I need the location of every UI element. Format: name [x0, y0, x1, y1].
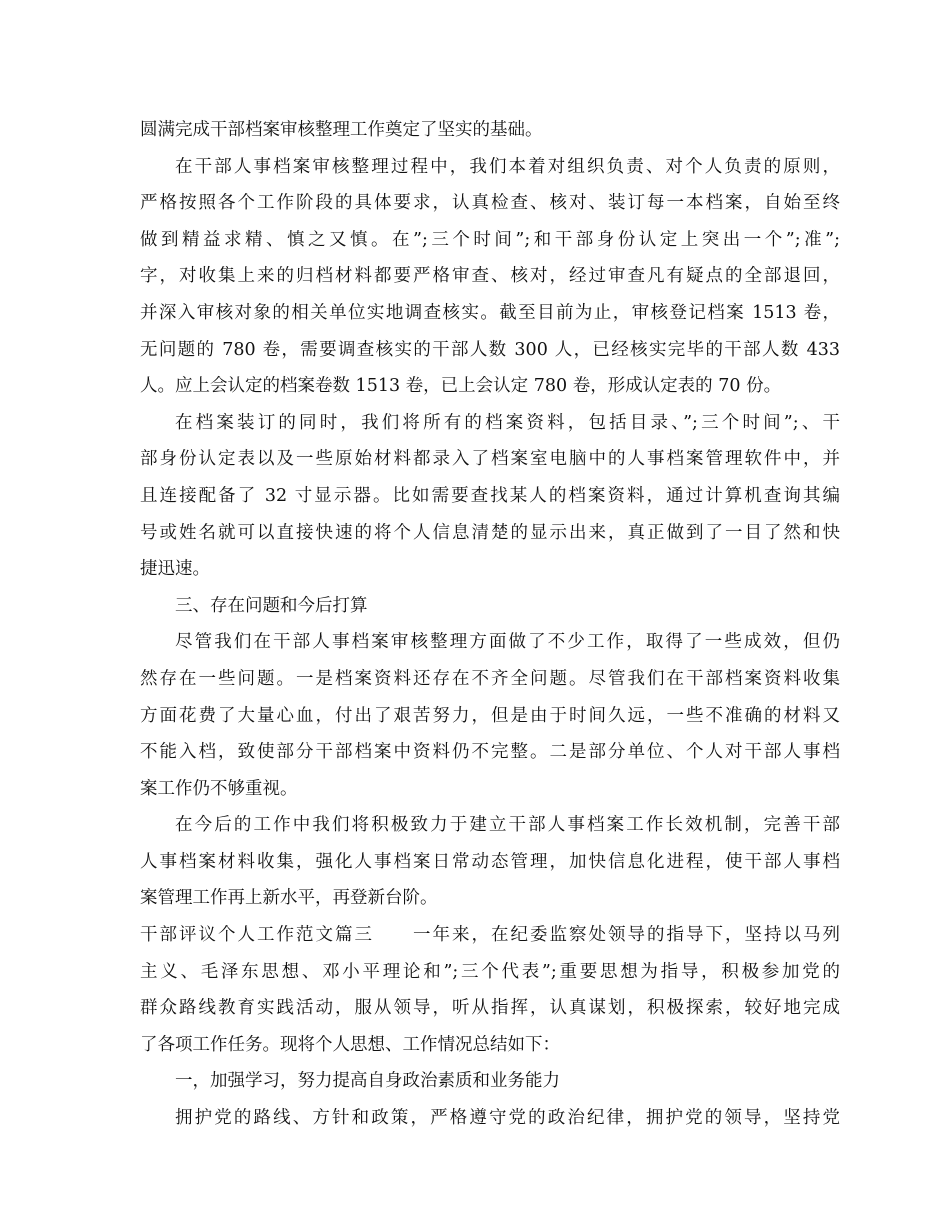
text-line: 然存在一些问题。一是档案资料还存在不齐全问题。尽管我们在干部档案资料收集: [140, 668, 840, 689]
text-line: 做到精益求精、慎之又慎。在”;三个时间”;和干部身份认定上突出一个”;准”;: [140, 229, 840, 250]
text-line: 在档案装订的同时，我们将所有的档案资料，包括目录、”;三个时间”;、干: [175, 412, 840, 433]
text-line: 人事档案材料收集，强化人事档案日常动态管理，加快信息化进程，使干部人事档: [140, 851, 840, 872]
document-body: [140, 112, 840, 1137]
text-line: 主义、毛泽东思想、邓小平理论和”;三个代表”;重要思想为指导，积极参加党的: [140, 961, 840, 982]
text-line: 一，加强学习，努力提高自身政治素质和业务能力: [175, 1071, 560, 1092]
text-line: 捷迅速。: [140, 559, 210, 580]
text-line: 了各项工作任务。现将个人思想、工作情况总结如下：: [140, 1034, 560, 1055]
text-line: 无问题的 780 卷，需要调查核实的干部人数 300 人，已经核实完毕的干部人数 433: [140, 339, 840, 360]
text-line: 严格按照各个工作阶段的具体要求，认真检查、核对、装订每一本档案，自始至终: [140, 193, 840, 214]
text-line: 在干部人事档案审核整理过程中，我们本着对组织负责、对个人负责的原则，: [175, 156, 840, 177]
text-line: 尽管我们在干部人事档案审核整理方面做了不少工作，取得了一些成效，但仍: [175, 632, 840, 653]
text-line: 案工作仍不够重视。: [140, 778, 298, 799]
text-line: 案管理工作再上新水平，再登新台阶。: [140, 888, 438, 909]
text-line: 不能入档，致使部分干部档案中资料仍不完整。二是部分单位、个人对干部人事档: [140, 742, 840, 763]
text-line: 部身份认定表以及一些原始材料都录入了档案室电脑中的人事档案管理软件中，并: [140, 449, 840, 470]
text-line: 圆满完成干部档案审核整理工作奠定了坚实的基础。: [140, 120, 543, 140]
text-line: 干部评议个人工作范文篇三 一年来，在纪委监察处领导的指导下，坚持以马列: [140, 925, 840, 946]
text-line: 人。应上会认定的档案卷数 1513 卷，已上会认定 780 卷，形成认定表的 70 份。: [140, 376, 782, 397]
text-line: 号或姓名就可以直接快速的将个人信息清楚的显示出来，真正做到了一目了然和快: [140, 522, 840, 543]
text-line: 群众路线教育实践活动，服从领导，听从指挥，认真谋划，积极探索，较好地完成: [140, 998, 840, 1019]
text-line: 且连接配备了 32 寸显示器。比如需要查找某人的档案资料，通过计算机查询其编: [140, 485, 840, 506]
text-line: 字，对收集上来的归档材料都要严格审查、核对，经过审查凡有疑点的全部退回，: [140, 266, 840, 287]
text-line: 三、存在问题和今后打算: [175, 595, 368, 616]
text-line: 方面花费了大量心血，付出了艰苦努力，但是由于时间久远，一些不准确的材料又: [140, 705, 840, 726]
text-line: 在今后的工作中我们将积极致力于建立干部人事档案工作长效机制，完善干部: [175, 815, 840, 836]
text-line: 拥护党的路线、方针和政策，严格遵守党的政治纪律，拥护党的领导，坚持党: [175, 1108, 840, 1129]
text-line: 并深入审核对象的相关单位实地调查核实。截至目前为止，审核登记档案 1513 卷，: [140, 302, 840, 323]
